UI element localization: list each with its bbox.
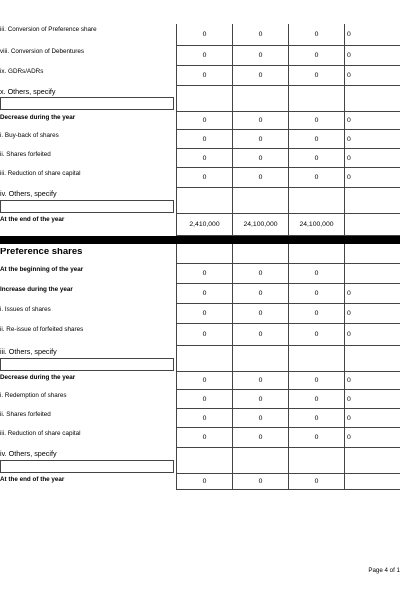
value-cell: 0	[176, 304, 232, 324]
specify-field[interactable]	[0, 460, 174, 473]
table-row	[0, 346, 400, 372]
value-cell	[232, 448, 288, 474]
value-cell: 0	[288, 112, 344, 130]
table-row	[0, 372, 400, 390]
value-cell: 0	[288, 284, 344, 304]
value-cell: 0	[288, 428, 344, 448]
value-cell: 0	[288, 66, 344, 86]
value-cell	[232, 244, 288, 264]
table-row	[0, 168, 400, 188]
value-cell: 0	[232, 390, 288, 409]
value-cell: 0	[288, 149, 344, 168]
value-cell: 0	[288, 46, 344, 66]
value-cell	[344, 188, 400, 214]
value-cell: 0	[288, 390, 344, 409]
section-divider	[0, 236, 400, 244]
value-cell	[176, 188, 232, 214]
value-cell: 0	[288, 304, 344, 324]
row-label: iv. Others, specify	[0, 450, 57, 458]
table-row	[0, 214, 400, 236]
value-cell: 0	[344, 409, 400, 428]
value-cell	[344, 474, 400, 490]
value-cell	[288, 188, 344, 214]
value-cell: 0	[288, 409, 344, 428]
value-cell: 0	[176, 409, 232, 428]
specify-field[interactable]	[0, 358, 174, 371]
value-cell: 24,100,000	[288, 214, 344, 236]
value-cell: 0	[288, 474, 344, 490]
table-row	[0, 428, 400, 448]
page-number: Page 4 of 1	[368, 567, 400, 574]
value-cell: 0	[232, 409, 288, 428]
table-row	[0, 304, 400, 324]
value-cell: 0	[288, 24, 344, 46]
value-cell: 0	[176, 112, 232, 130]
row-label: ii. Re-issue of forfeited shares	[0, 326, 84, 333]
value-cell	[344, 244, 400, 264]
table-row	[0, 46, 400, 66]
value-cell: 0	[344, 390, 400, 409]
row-label: Increase during the year	[0, 286, 73, 293]
value-cell	[288, 244, 344, 264]
value-cell	[176, 346, 232, 372]
value-cell	[176, 244, 232, 264]
value-cell	[176, 448, 232, 474]
value-cell: 0	[232, 304, 288, 324]
value-cell: 0	[176, 264, 232, 284]
value-cell	[232, 86, 288, 112]
value-cell: 0	[344, 46, 400, 66]
table-row	[0, 130, 400, 149]
row-label: iv. Others, specify	[0, 190, 57, 198]
value-cell	[344, 264, 400, 284]
value-cell	[176, 86, 232, 112]
value-cell	[232, 346, 288, 372]
value-cell	[232, 188, 288, 214]
value-cell: 0	[176, 372, 232, 390]
value-cell: 0	[288, 372, 344, 390]
value-cell: 0	[176, 149, 232, 168]
value-cell: 0	[176, 46, 232, 66]
value-cell: 0	[344, 304, 400, 324]
value-cell: 0	[344, 130, 400, 149]
value-cell: 0	[176, 474, 232, 490]
row-label: iii. Conversion of Preference share	[0, 26, 97, 33]
value-cell: 0	[344, 168, 400, 188]
section-title: Preference shares	[0, 248, 83, 256]
value-cell: 0	[176, 130, 232, 149]
value-cell	[344, 448, 400, 474]
value-cell: 0	[344, 324, 400, 346]
specify-field[interactable]	[0, 97, 174, 110]
value-cell: 0	[288, 264, 344, 284]
value-cell: 0	[232, 474, 288, 490]
value-cell: 0	[344, 112, 400, 130]
row-label: iii. Reduction of share capital	[0, 170, 81, 177]
value-cell	[344, 86, 400, 112]
value-cell: 0	[232, 324, 288, 346]
row-label: At the end of the year	[0, 476, 65, 483]
value-cell: 0	[344, 428, 400, 448]
value-cell: 0	[288, 168, 344, 188]
value-cell: 0	[232, 168, 288, 188]
value-cell: 0	[232, 130, 288, 149]
row-label: i. Redemption of shares	[0, 392, 67, 399]
table-row	[0, 409, 400, 428]
table-row	[0, 448, 400, 474]
row-label: Decrease during the year	[0, 114, 76, 121]
value-cell: 0	[344, 372, 400, 390]
value-cell: 0	[288, 324, 344, 346]
row-label: At the beginning of the year	[0, 266, 84, 273]
value-cell: 0	[232, 149, 288, 168]
value-cell: 0	[232, 112, 288, 130]
row-label: i. Buy-back of shares	[0, 132, 59, 139]
value-cell: 0	[232, 66, 288, 86]
value-cell: 0	[288, 130, 344, 149]
value-cell: 0	[176, 66, 232, 86]
value-cell: 0	[232, 284, 288, 304]
row-label: ii. Shares forfeited	[0, 151, 51, 158]
table-row	[0, 390, 400, 409]
row-label: i. Issues of shares	[0, 306, 51, 313]
value-cell: 0	[176, 24, 232, 46]
row-label: ix. GDRs/ADRs	[0, 68, 44, 75]
value-cell: 24,100,000	[232, 214, 288, 236]
table-row	[0, 474, 400, 490]
row-label: At the end of the year	[0, 216, 65, 223]
row-label: iii. Reduction of share capital	[0, 430, 81, 437]
value-cell: 2,410,000	[176, 214, 232, 236]
value-cell	[288, 86, 344, 112]
value-cell: 0	[232, 24, 288, 46]
value-cell: 0	[232, 46, 288, 66]
table-row	[0, 324, 400, 346]
value-cell: 0	[176, 428, 232, 448]
table-row	[0, 188, 400, 214]
table-row	[0, 86, 400, 112]
value-cell: 0	[176, 284, 232, 304]
value-cell	[288, 346, 344, 372]
value-cell: 0	[176, 324, 232, 346]
specify-field[interactable]	[0, 200, 174, 213]
row-label: iii. Others, specify	[0, 348, 57, 356]
value-cell: 0	[232, 428, 288, 448]
row-label: x. Others, specify	[0, 88, 56, 96]
table-row	[0, 264, 400, 284]
value-cell: 0	[344, 284, 400, 304]
section-header-row	[0, 244, 400, 264]
table-row	[0, 24, 400, 46]
value-cell: 0	[176, 390, 232, 409]
table-row	[0, 66, 400, 86]
row-label: ii. Shares forfeited	[0, 411, 51, 418]
value-cell: 0	[344, 66, 400, 86]
value-cell: 0	[232, 372, 288, 390]
table-row	[0, 112, 400, 130]
value-cell: 0	[176, 168, 232, 188]
value-cell: 0	[344, 149, 400, 168]
row-label: viii. Conversion of Debentures	[0, 48, 84, 55]
value-cell	[344, 214, 400, 236]
value-cell	[344, 346, 400, 372]
value-cell	[288, 448, 344, 474]
value-cell: 0	[232, 264, 288, 284]
table-row	[0, 284, 400, 304]
table-row	[0, 149, 400, 168]
row-label: Decrease during the year	[0, 374, 76, 381]
value-cell: 0	[344, 24, 400, 46]
